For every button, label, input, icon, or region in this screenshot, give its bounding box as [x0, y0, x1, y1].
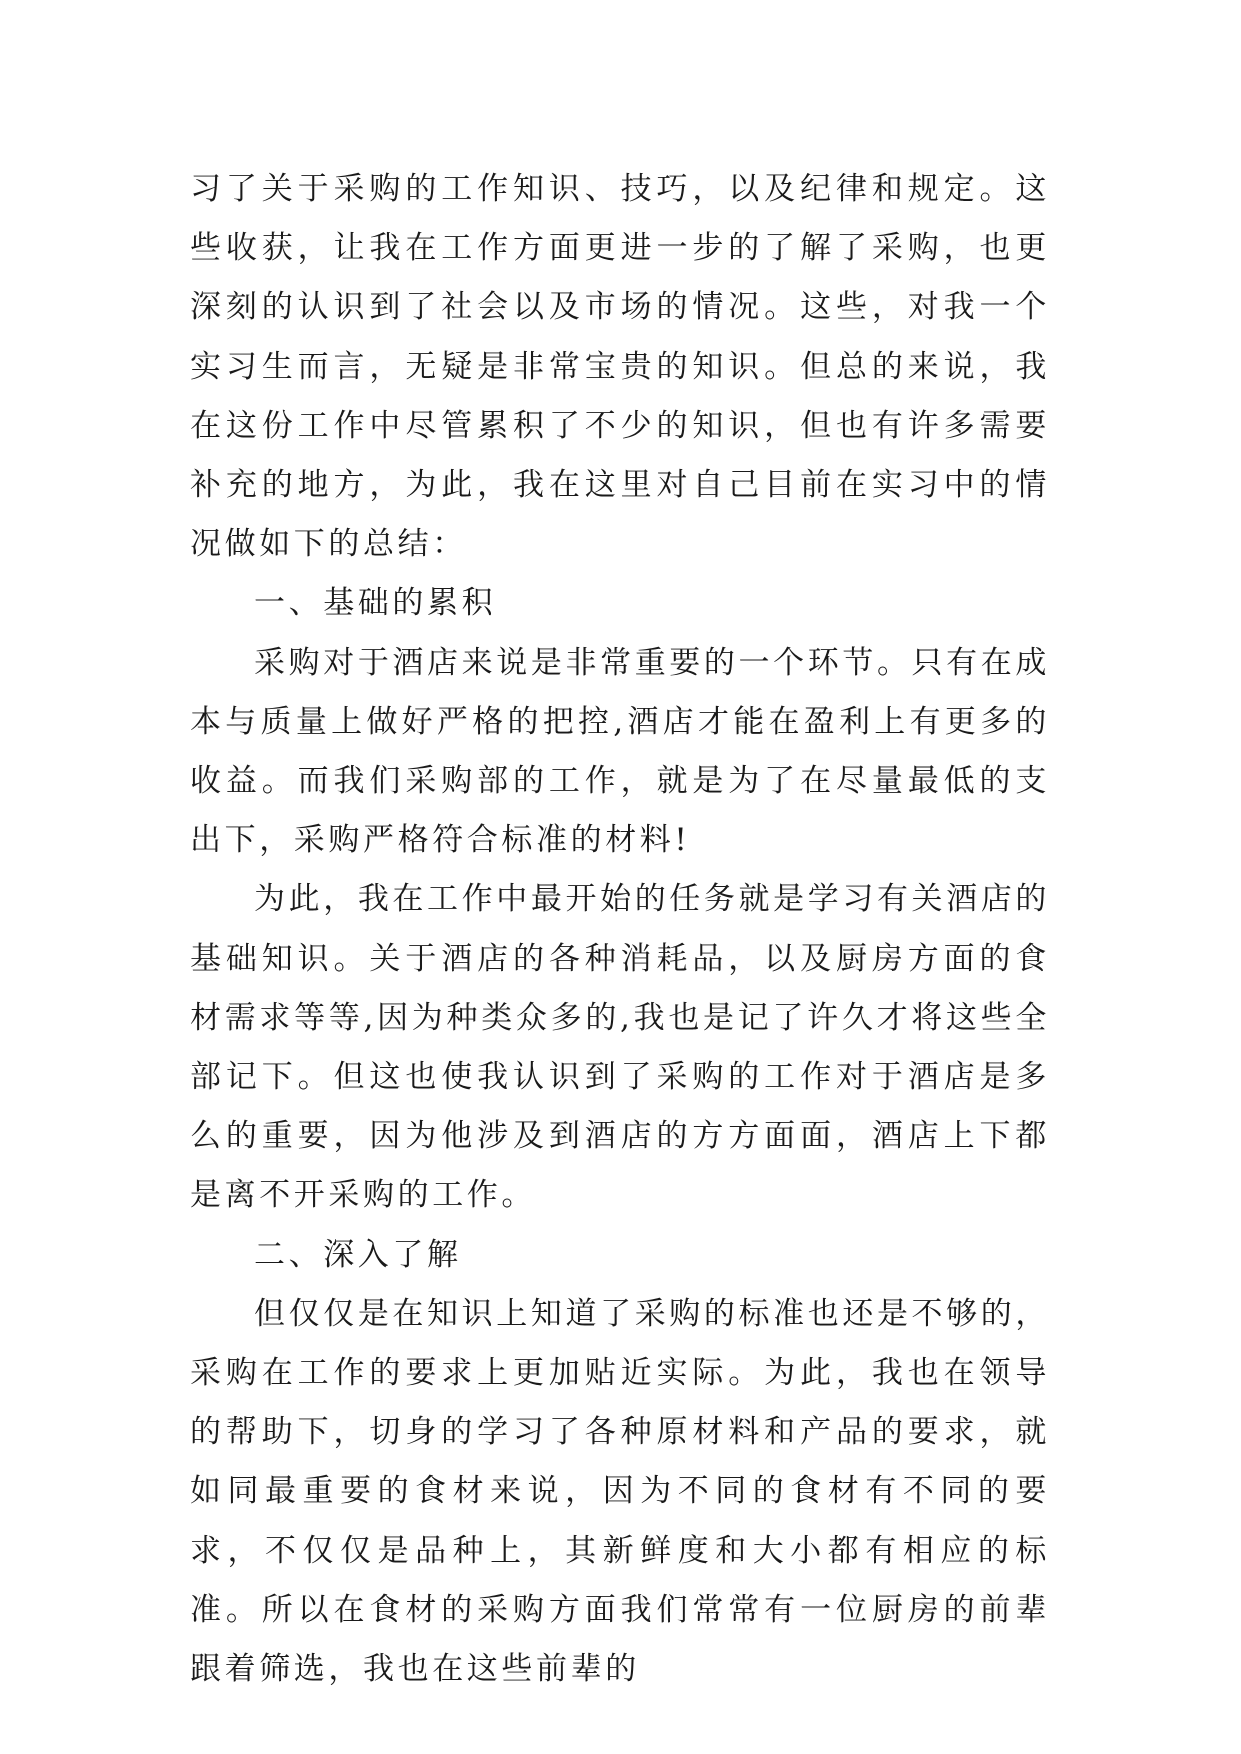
body-paragraph: 但仅仅是在知识上知道了采购的标准也还是不够的，采购在工作的要求上更加贴近实际。为此，我也在领导的帮助下，切身的学习了各种原材料和产品的要求，就如同最重要的食材来说，因为不同的食材有不同的要求，不仅仅是品种上，其新鲜度和大小都有相应的标准。所以在食材的采购方面我们常常有一位厨房的前辈跟着筛选，我也在这些前辈的: [190, 1295, 1050, 1688]
section-heading-deeper-understanding: 二、深入了解: [254, 1236, 462, 1273]
intro-paragraph: 习了关于采购的工作知识、技巧，以及纪律和规定。这些收获，让我在工作方面更进一步的了解了采购，也更深刻的认识到了社会以及市场的情况。这些，对我一个实习生而言，无疑是非常宝贵的知识。但总的来说，我在这份工作中尽管累积了不少的知识，但也有许多需要补充的地方，为此，我在这里对自己目前在实习中的情况做如下的总结：: [190, 171, 1050, 563]
document-body: [190, 160, 1050, 1699]
section-heading-basics: 一、基础的累积: [254, 585, 497, 622]
body-paragraph: 为此，我在工作中最开始的任务就是学习有关酒店的基础知识。关于酒店的各种消耗品，以及厨房方面的食材需求等等,因为种类众多的,我也是记了许久才将这些全部记下。但这也使我认识到了采购的工作对于酒店是多么的重要，因为他涉及到酒店的方方面面，酒店上下都是离不开采购的工作。: [190, 881, 1050, 1214]
body-paragraph: 采购对于酒店来说是非常重要的一个环节。只有在成本与质量上做好严格的把控,酒店才能在盈利上有更多的收益。而我们采购部的工作，就是为了在尽量最低的支出下，采购严格符合标准的材料!: [190, 644, 1050, 859]
